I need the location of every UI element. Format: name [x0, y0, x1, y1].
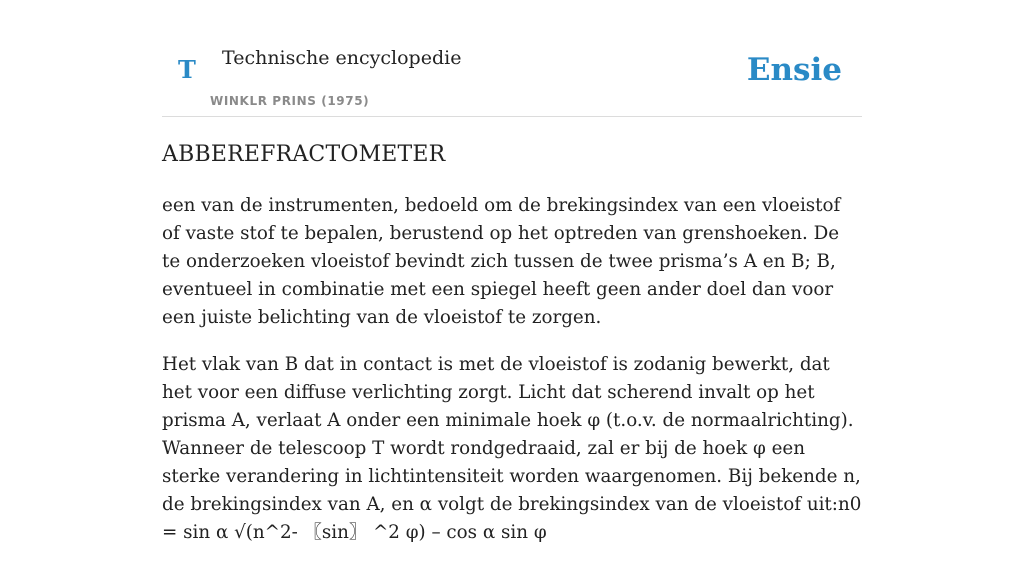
source-label: WINKLR PRINS (1975) [210, 94, 370, 108]
content-column [162, 0, 862, 543]
article-paragraph: een van de instrumenten, bedoeld om de brekingsindex van een vloeistof of vaste stof te bepalen, berustend op het optreden van grenshoeken. De te onderzoeken vloeistof bevindt zich tussen de twee prisma’s A en B; B, eventueel in combinatie met een spiegel heeft geen ander doel dan voor een juiste belichting van de vloeistof te zorgen. [162, 195, 841, 328]
brand-logo[interactable]: Ensie [746, 52, 842, 88]
article-title: ABBEREFRACTOMETER [162, 142, 446, 167]
encyclopedia-title-link[interactable]: Technische encyclopedie [222, 47, 462, 69]
article-body [162, 192, 862, 566]
header [162, 0, 862, 117]
encyclopedia-logo-icon[interactable]: T [178, 55, 196, 84]
article-paragraph: Het vlak van B dat in contact is met de vloeistof is zodanig bewerkt, dat het voor een diffuse verlichting zorgt. Licht dat scherend invalt op het prisma A, verlaat A onder een minimale hoek φ (t.o.v. de normaalrichting). Wanneer de telescoop T wordt rondgedraaid, zal er bij de hoek φ een sterke verandering in lichtintensiteit worden waargenomen. Bij bekende n, de brekingsindex van A, en α volgt de brekingsindex van de vloeistof uit:n0 = sin α √(n^2- 〖sin〗 ^2 φ) – cos α sin φ [162, 354, 862, 543]
